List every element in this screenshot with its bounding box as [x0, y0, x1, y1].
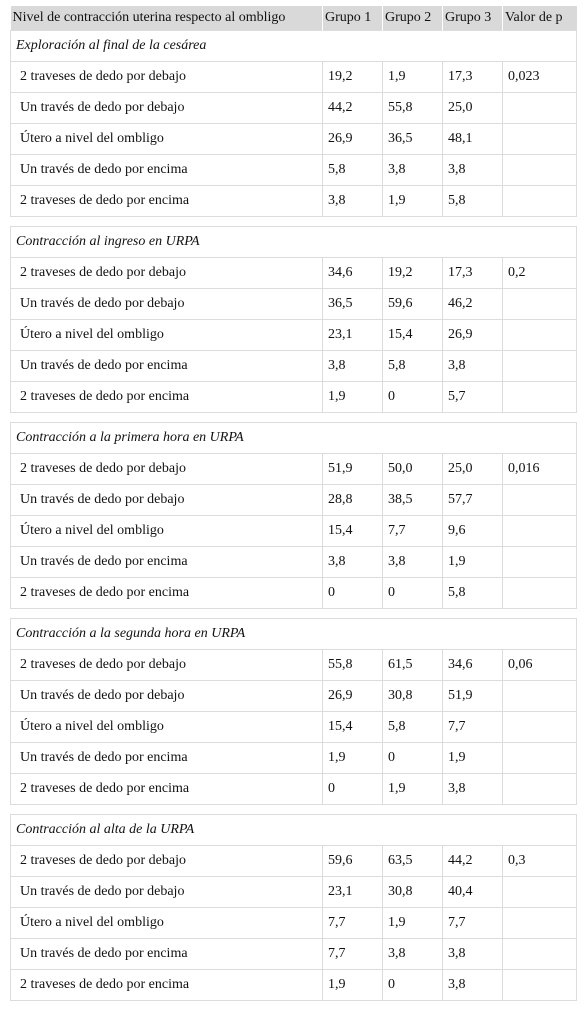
p-value: [503, 93, 577, 124]
table-row: [11, 62, 577, 93]
p-value: [503, 320, 577, 351]
row-label: 2 traveses de dedo por debajo: [11, 454, 323, 485]
table-row: [11, 712, 577, 743]
header-cell-group-3: Grupo 3: [443, 6, 503, 31]
p-value: [503, 186, 577, 217]
spacer-cell: [11, 413, 577, 423]
row-label: Útero a nivel del ombligo: [11, 712, 323, 743]
value-group-3: 9,6: [443, 516, 503, 547]
spacer-cell: [11, 609, 577, 619]
p-value: [503, 485, 577, 516]
contraction-table: [10, 6, 577, 1001]
value-group-2: 0: [383, 578, 443, 609]
table-row: [11, 93, 577, 124]
value-group-3: 3,8: [443, 351, 503, 382]
row-label: 2 traveses de dedo por encima: [11, 382, 323, 413]
row-label: Un través de dedo por debajo: [11, 93, 323, 124]
row-label: Un través de dedo por encima: [11, 351, 323, 382]
row-label: 2 traveses de dedo por encima: [11, 186, 323, 217]
value-group-1: 1,9: [323, 743, 383, 774]
row-label: Un través de dedo por debajo: [11, 877, 323, 908]
value-group-3: 44,2: [443, 846, 503, 877]
row-label: Un través de dedo por debajo: [11, 289, 323, 320]
section-heading-row: [11, 815, 577, 846]
value-group-1: 51,9: [323, 454, 383, 485]
value-group-3: 7,7: [443, 712, 503, 743]
table-row: [11, 681, 577, 712]
p-value: [503, 939, 577, 970]
section-spacer: [11, 609, 577, 619]
value-group-1: 34,6: [323, 258, 383, 289]
value-group-2: 30,8: [383, 681, 443, 712]
section-spacer: [11, 217, 577, 227]
value-group-1: 44,2: [323, 93, 383, 124]
value-group-1: 59,6: [323, 846, 383, 877]
value-group-1: 3,8: [323, 547, 383, 578]
value-group-3: 34,6: [443, 650, 503, 681]
value-group-2: 55,8: [383, 93, 443, 124]
table-row: [11, 846, 577, 877]
table-row: [11, 485, 577, 516]
spacer-cell: [11, 805, 577, 815]
value-group-2: 5,8: [383, 351, 443, 382]
table-row: [11, 743, 577, 774]
p-value: 0,3: [503, 846, 577, 877]
value-group-2: 3,8: [383, 155, 443, 186]
value-group-2: 36,5: [383, 124, 443, 155]
p-value: [503, 877, 577, 908]
table-row: [11, 774, 577, 805]
row-label: Un través de dedo por encima: [11, 547, 323, 578]
value-group-1: 55,8: [323, 650, 383, 681]
row-label: Un través de dedo por debajo: [11, 681, 323, 712]
row-label: Útero a nivel del ombligo: [11, 124, 323, 155]
table-row: [11, 320, 577, 351]
table-row: [11, 258, 577, 289]
table-body: [11, 31, 577, 1001]
value-group-2: 15,4: [383, 320, 443, 351]
section-title: Contracción al alta de la URPA: [11, 815, 577, 846]
p-value: [503, 547, 577, 578]
table-row: [11, 382, 577, 413]
header-cell-group-2: Grupo 2: [383, 6, 443, 31]
value-group-3: 46,2: [443, 289, 503, 320]
value-group-2: 0: [383, 970, 443, 1001]
value-group-1: 19,2: [323, 62, 383, 93]
p-value: [503, 743, 577, 774]
row-label: Útero a nivel del ombligo: [11, 908, 323, 939]
value-group-3: 5,8: [443, 578, 503, 609]
table-row: [11, 454, 577, 485]
table-row: [11, 186, 577, 217]
value-group-1: 15,4: [323, 516, 383, 547]
value-group-2: 63,5: [383, 846, 443, 877]
value-group-3: 5,7: [443, 382, 503, 413]
p-value: [503, 712, 577, 743]
value-group-3: 25,0: [443, 93, 503, 124]
value-group-3: 3,8: [443, 970, 503, 1001]
value-group-1: 23,1: [323, 320, 383, 351]
value-group-3: 57,7: [443, 485, 503, 516]
data-table-container: [10, 6, 576, 1001]
value-group-2: 1,9: [383, 62, 443, 93]
section-heading-row: [11, 227, 577, 258]
value-group-1: 15,4: [323, 712, 383, 743]
table-row: [11, 289, 577, 320]
value-group-2: 1,9: [383, 186, 443, 217]
value-group-3: 26,9: [443, 320, 503, 351]
value-group-3: 3,8: [443, 939, 503, 970]
section-title: Contracción a la segunda hora en URPA: [11, 619, 577, 650]
section-title: Exploración al final de la cesárea: [11, 31, 577, 62]
header-cell-p-value: Valor de p: [503, 6, 577, 31]
row-label: 2 traveses de dedo por debajo: [11, 650, 323, 681]
value-group-3: 51,9: [443, 681, 503, 712]
value-group-3: 40,4: [443, 877, 503, 908]
value-group-3: 5,8: [443, 186, 503, 217]
table-row: [11, 351, 577, 382]
value-group-1: 7,7: [323, 908, 383, 939]
p-value: 0,06: [503, 650, 577, 681]
row-label: Útero a nivel del ombligo: [11, 320, 323, 351]
row-label: Un través de dedo por encima: [11, 743, 323, 774]
table-header: [11, 6, 577, 31]
table-row: [11, 939, 577, 970]
value-group-1: 1,9: [323, 382, 383, 413]
value-group-3: 48,1: [443, 124, 503, 155]
value-group-3: 3,8: [443, 155, 503, 186]
value-group-3: 7,7: [443, 908, 503, 939]
table-row: [11, 155, 577, 186]
p-value: [503, 124, 577, 155]
p-value: [503, 908, 577, 939]
table-row: [11, 124, 577, 155]
value-group-1: 5,8: [323, 155, 383, 186]
value-group-1: 0: [323, 578, 383, 609]
value-group-1: 36,5: [323, 289, 383, 320]
section-title: Contracción al ingreso en URPA: [11, 227, 577, 258]
section-heading-row: [11, 423, 577, 454]
p-value: [503, 382, 577, 413]
section-title: Contracción a la primera hora en URPA: [11, 423, 577, 454]
table-row: [11, 516, 577, 547]
value-group-2: 50,0: [383, 454, 443, 485]
value-group-1: 7,7: [323, 939, 383, 970]
p-value: [503, 516, 577, 547]
header-row: [11, 6, 577, 31]
p-value: 0,2: [503, 258, 577, 289]
value-group-3: 1,9: [443, 547, 503, 578]
section-spacer: [11, 805, 577, 815]
section-heading-row: [11, 619, 577, 650]
value-group-2: 0: [383, 743, 443, 774]
value-group-3: 17,3: [443, 258, 503, 289]
p-value: [503, 351, 577, 382]
value-group-2: 7,7: [383, 516, 443, 547]
row-label: Un través de dedo por encima: [11, 939, 323, 970]
row-label: 2 traveses de dedo por debajo: [11, 846, 323, 877]
row-label: 2 traveses de dedo por debajo: [11, 258, 323, 289]
row-label: 2 traveses de dedo por encima: [11, 774, 323, 805]
value-group-3: 3,8: [443, 774, 503, 805]
table-row: [11, 547, 577, 578]
header-cell-level: Nivel de contracción uterina respecto al ombligo: [11, 6, 323, 31]
value-group-2: 59,6: [383, 289, 443, 320]
value-group-2: 1,9: [383, 774, 443, 805]
value-group-3: 25,0: [443, 454, 503, 485]
table-row: [11, 650, 577, 681]
row-label: Útero a nivel del ombligo: [11, 516, 323, 547]
p-value: [503, 289, 577, 320]
p-value: [503, 970, 577, 1001]
value-group-3: 1,9: [443, 743, 503, 774]
value-group-2: 19,2: [383, 258, 443, 289]
value-group-1: 23,1: [323, 877, 383, 908]
value-group-2: 5,8: [383, 712, 443, 743]
p-value: [503, 774, 577, 805]
header-cell-group-1: Grupo 1: [323, 6, 383, 31]
p-value: [503, 578, 577, 609]
row-label: 2 traveses de dedo por encima: [11, 578, 323, 609]
row-label: Un través de dedo por encima: [11, 155, 323, 186]
value-group-2: 1,9: [383, 908, 443, 939]
spacer-cell: [11, 217, 577, 227]
p-value: [503, 681, 577, 712]
value-group-2: 38,5: [383, 485, 443, 516]
value-group-2: 61,5: [383, 650, 443, 681]
value-group-2: 3,8: [383, 939, 443, 970]
row-label: 2 traveses de dedo por encima: [11, 970, 323, 1001]
p-value: 0,023: [503, 62, 577, 93]
value-group-2: 30,8: [383, 877, 443, 908]
p-value: [503, 155, 577, 186]
value-group-1: 28,8: [323, 485, 383, 516]
section-spacer: [11, 413, 577, 423]
p-value: 0,016: [503, 454, 577, 485]
value-group-3: 17,3: [443, 62, 503, 93]
row-label: Un través de dedo por debajo: [11, 485, 323, 516]
section-heading-row: [11, 31, 577, 62]
table-row: [11, 908, 577, 939]
value-group-1: 1,9: [323, 970, 383, 1001]
table-row: [11, 970, 577, 1001]
table-row: [11, 877, 577, 908]
value-group-1: 3,8: [323, 186, 383, 217]
value-group-1: 26,9: [323, 681, 383, 712]
value-group-2: 0: [383, 382, 443, 413]
value-group-1: 26,9: [323, 124, 383, 155]
table-row: [11, 578, 577, 609]
value-group-1: 3,8: [323, 351, 383, 382]
value-group-2: 3,8: [383, 547, 443, 578]
value-group-1: 0: [323, 774, 383, 805]
row-label: 2 traveses de dedo por debajo: [11, 62, 323, 93]
